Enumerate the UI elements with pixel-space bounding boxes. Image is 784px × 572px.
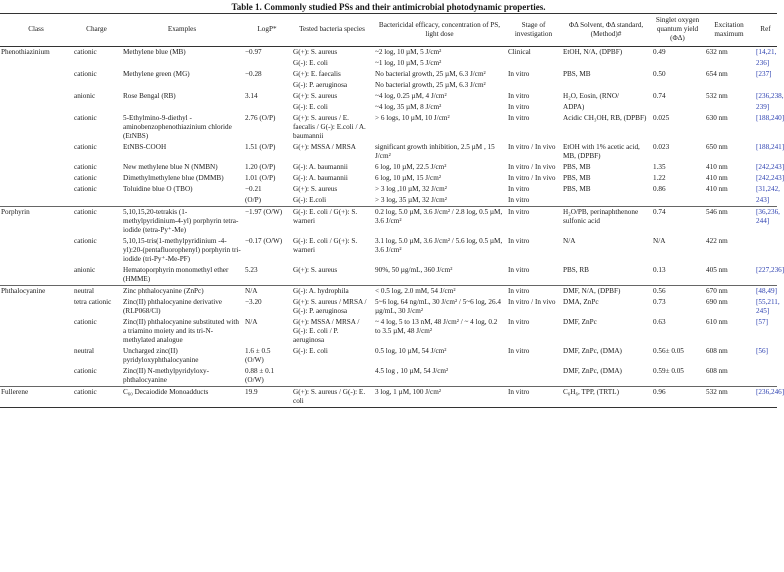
table-row (0, 47, 777, 59)
ref-cell[interactable]: [188,241] (756, 143, 784, 151)
charge-cell: cationic (74, 185, 97, 193)
logp-cell: −0.17 (O/W) (245, 237, 283, 245)
stage-cell: In vitro (506, 286, 561, 298)
charge-cell (72, 195, 121, 207)
yield-cell: 0.50 (653, 70, 666, 78)
efficacy-cell: 3 log, 1 µM, 100 J/cm² (373, 387, 506, 408)
yield-cell: 0.13 (653, 266, 666, 274)
excitation-cell: 532 nm (704, 387, 754, 408)
ref-cell[interactable]: [242,243] (756, 163, 784, 171)
solvent-cell: Acidic CH₃OH, RB, (DPBF) (563, 114, 647, 122)
efficacy-cell: 0.5 log, 10 µM, 54 J/cm² (375, 347, 447, 355)
stage-cell: In vitro (508, 318, 530, 326)
logp-cell: N/A (245, 318, 258, 326)
efficacy-cell: ~1 log, 10 µM, 5 J/cm² (375, 59, 442, 67)
stage-cell: In vitro (508, 185, 530, 193)
example-cell: Uncharged zinc(II) pyridyloxyphthalocyanine (123, 347, 199, 364)
solvent-cell: DMA, ZnPc (563, 298, 599, 306)
yield-cell: 0.63 (653, 318, 666, 326)
excitation-cell: 690 nm (706, 298, 728, 306)
charge-cell: cationic (72, 387, 121, 408)
table-caption: Table 1. Commonly studied PSs and their antimicrobial photodynamic properties. (231, 2, 546, 12)
solvent-cell: DMF, N/A, (DPBF) (561, 286, 651, 298)
efficacy-cell: significant growth inhibition, 2.5 µM , 15 J/cm² (375, 143, 495, 160)
class-cell (0, 195, 72, 207)
example-cell: 5-Ethylmino-9-diethyl -aminobenzophenothiazinium chloride (EtNBS) (123, 114, 232, 140)
table-row (0, 366, 777, 387)
bacteria-cell: G(-): E. coli / G(+): S. warneri (293, 237, 358, 254)
header-excitation: Excitation maximum (704, 14, 754, 47)
header-class: Class (0, 14, 72, 47)
logp-cell: (O/P) (245, 196, 261, 204)
class-cell (0, 265, 72, 286)
stage-cell (506, 366, 561, 387)
yield-cell: 1.35 (653, 163, 666, 171)
bacteria-cell: G(+): S. aureus (293, 92, 338, 100)
bacteria-cell: G(-): E. coli (293, 59, 328, 67)
class-cell: Phthalocyanine (0, 286, 72, 298)
table-body (0, 47, 784, 408)
logp-cell: 19.9 (243, 387, 291, 408)
table-row (0, 162, 777, 173)
efficacy-cell: 90%, 50 µg/mL, 360 J/cm² (375, 266, 453, 274)
solvent-cell: PBS, MB (563, 174, 591, 182)
logp-cell (243, 58, 291, 69)
bacteria-cell: G(-): E.coli (293, 196, 327, 204)
solvent-cell: H₂O/PB, perinaphthenone sulfonic acid (561, 207, 651, 237)
efficacy-cell: < 0.5 log, 2.0 mM, 54 J/cm² (373, 286, 506, 298)
excitation-cell: 654 nm (706, 70, 728, 78)
example-cell: Toluidine blue O (TBO) (123, 185, 193, 193)
charge-cell: anionic (74, 92, 96, 100)
table-row (0, 297, 777, 317)
logp-cell: −1.97 (O/W) (243, 207, 291, 237)
yield-cell: 0.96 (651, 387, 704, 408)
class-cell (0, 58, 72, 69)
bacteria-cell: G(+): S. aureus (293, 185, 338, 193)
solvent-cell: DMF, ZnPc (563, 318, 597, 326)
ref-cell[interactable] (754, 80, 777, 91)
example-cell: Dimethylmethylene blue (DMMB) (123, 174, 224, 182)
example-cell: New methylene blue N (NMBN) (123, 163, 218, 171)
excitation-cell: 410 nm (706, 174, 728, 182)
bacteria-cell: G(-): A. baumannii (293, 174, 348, 182)
charge-cell (72, 80, 121, 91)
class-cell (0, 173, 72, 184)
class-cell (0, 142, 72, 162)
excitation-cell: 405 nm (706, 266, 728, 274)
solvent-cell: PBS, MB (563, 163, 591, 171)
efficacy-cell: 6 log, 10 µM, 22.5 J/cm² (375, 163, 447, 171)
table-row (0, 102, 777, 113)
excitation-cell: 670 nm (704, 286, 754, 298)
example-cell (121, 58, 243, 69)
header-ref: Ref (754, 14, 777, 47)
logp-cell: 1.20 (O/P) (245, 163, 276, 171)
stage-cell: In vitro (508, 70, 530, 78)
example-cell: Zinc phthalocyanine (ZnPc) (121, 286, 243, 298)
charge-cell: cationic (74, 163, 97, 171)
logp-cell: N/A (243, 286, 291, 298)
logp-cell: 0.88 ± 0.1 (O/W) (245, 367, 275, 384)
efficacy-cell: No bacterial growth, 25 µM, 6.3 J/cm² (375, 70, 486, 78)
solvent-cell: ADPA) (563, 103, 585, 111)
table-row (0, 58, 777, 69)
charge-cell: cationic (72, 207, 121, 237)
yield-cell: 0.73 (653, 298, 666, 306)
excitation-cell: 422 nm (706, 237, 728, 245)
class-cell (0, 297, 72, 317)
example-cell: Rose Bengal (RB) (123, 92, 176, 100)
solvent-cell (561, 58, 651, 69)
logp-cell: 2.76 (O/P) (245, 114, 276, 122)
solvent-cell: PBS, RB (563, 266, 589, 274)
bacteria-cell: G(-): A. hydrophila (291, 286, 373, 298)
charge-cell (72, 58, 121, 69)
table-row (0, 236, 777, 265)
stage-cell (506, 80, 561, 91)
table-row (0, 80, 777, 91)
charge-cell: cationic (74, 114, 97, 122)
header-examples: Examples (121, 14, 243, 47)
bacteria-cell: G(-): A. baumannii (293, 163, 348, 171)
example-cell: Zinc(II) phthalocyanine derivative (RLP068/Cl) (123, 298, 222, 315)
example-cell (121, 195, 243, 207)
table-row (0, 317, 777, 346)
example-cell: Methylene blue (MB) (123, 48, 186, 56)
charge-cell: neutral (74, 347, 94, 355)
bacteria-cell: G(+): S. aureus (293, 48, 338, 56)
bacteria-cell: G(-): E. coli (293, 103, 328, 111)
efficacy-cell: 4.5 log , 10 µM, 54 J/cm² (375, 367, 449, 375)
charge-cell: cationic (74, 70, 97, 78)
charge-cell: cationic (74, 318, 97, 326)
ref-cell[interactable]: [55,211, 245] (756, 298, 780, 315)
efficacy-cell: ~2 log, 10 µM, 5 J/cm² (375, 48, 442, 56)
table-row (0, 173, 777, 184)
efficacy-cell: 6 log, 10 µM, 15 J/cm² (375, 174, 441, 182)
table-row (0, 69, 777, 80)
excitation-cell: 410 nm (706, 163, 728, 171)
logp-cell: 5.23 (245, 266, 258, 274)
class-cell (0, 102, 72, 113)
efficacy-cell: 3.1 log, 5.0 µM, 3.6 J/cm² / 5.6 log, 0.5 µM, 3.6 J/cm² (375, 237, 503, 254)
excitation-cell: 610 nm (706, 318, 728, 326)
table-row (0, 346, 777, 366)
stage-cell (506, 58, 561, 69)
yield-cell: 0.56 (651, 286, 704, 298)
yield-cell: 0.74 (651, 207, 704, 237)
example-cell: Methylene green (MG) (123, 70, 190, 78)
yield-cell: 0.59± 0.05 (653, 367, 684, 375)
excitation-cell: 650 nm (706, 143, 728, 151)
header-yield: Singlet oxygen quantum yield (ΦΔ) (651, 14, 704, 47)
bacteria-cell: G(+): S. aureus / E. faecalis / G(-): E.coli / A. baumannii (293, 114, 366, 140)
header-solvent: ΦΔ Solvent, ΦΔ standard, (Method)# (561, 14, 651, 47)
table-row (0, 142, 777, 162)
solvent-cell: PBS, MB (563, 185, 591, 193)
stage-cell: In vitro / In vivo (508, 298, 556, 306)
bacteria-cell: G(+): MSSA / MRSA / G(-): E. coli / P. aeruginosa (293, 318, 360, 344)
class-cell: Phenothiazinium (1, 48, 50, 56)
stage-cell: In vitro (508, 237, 530, 245)
class-cell: Porphyrin (0, 207, 72, 237)
logp-cell: 1.51 (O/P) (245, 143, 276, 151)
solvent-cell (561, 80, 651, 91)
charge-cell: cationic (74, 174, 97, 182)
solvent-cell: EtOH, N/A, (DPBF) (563, 48, 623, 56)
logp-cell: 1.6 ± 0.5 (O/W) (245, 347, 271, 364)
ref-cell[interactable]: [36,236, 244] (754, 207, 777, 237)
excitation-cell: 546 nm (704, 207, 754, 237)
solvent-cell: N/A (563, 237, 576, 245)
excitation-cell: 608 nm (706, 347, 728, 355)
logp-cell: −3.20 (245, 298, 262, 306)
efficacy-cell: No bacterial growth, 25 µM, 6.3 J/cm² (375, 81, 486, 89)
class-cell (0, 113, 72, 142)
bacteria-cell: G(-): E. coli / G(+): S. warneri (291, 207, 373, 237)
stage-cell: In vitro (508, 347, 530, 355)
efficacy-cell: 0.2 log, 5.0 µM, 3.6 J/cm² / 2.8 log, 0.5 µM, 3.6 J/cm² (373, 207, 506, 237)
example-cell (121, 80, 243, 91)
table-row (0, 195, 777, 207)
ref-cell[interactable]: [236,246] (754, 387, 777, 408)
excitation-cell (704, 80, 754, 91)
header-efficacy: Bactericidal efficacy, concentration of PS, light dose (373, 14, 506, 47)
table-row (0, 265, 777, 286)
table-row (0, 91, 777, 102)
header-row (0, 14, 777, 47)
yield-cell: 0.023 (653, 143, 670, 151)
efficacy-cell: 5~6 log, 64 ng/mL, 30 J/cm² / 5~6 log, 26.4 µg/mL, 30 J/cm² (375, 298, 501, 315)
stage-cell: In vitro (508, 103, 530, 111)
yield-cell: 0.86 (653, 185, 666, 193)
class-cell (0, 366, 72, 387)
table-row (0, 184, 777, 195)
yield-cell: 1.22 (653, 174, 666, 182)
class-cell: Fullerene (0, 387, 72, 408)
bacteria-cell: G(-): E. coli (293, 347, 328, 355)
yield-cell (651, 58, 704, 69)
header-logp: LogP* (243, 14, 291, 47)
bacteria-cell: G(+): E. faecalis (293, 70, 341, 78)
charge-cell: cationic (74, 367, 97, 375)
class-cell (0, 91, 72, 102)
stage-cell: In vitro (508, 266, 530, 274)
example-cell: Zinc(II) N-methylpyridyloxy-phthalocyanine (123, 367, 210, 384)
excitation-cell: 608 nm (706, 367, 728, 375)
excitation-cell: 532 nm (706, 92, 728, 100)
efficacy-cell: ~ 4 log, 5 to 13 nM, 48 J/cm² / ~ 4 log, 0.2 to 3.5 µM, 48 J/cm² (375, 318, 498, 335)
yield-cell: 0.49 (653, 48, 666, 56)
excitation-cell: 632 nm (706, 48, 728, 56)
logp-cell: −0.21 (245, 185, 262, 193)
table-row (0, 286, 777, 298)
stage-cell: Clinical (508, 48, 531, 56)
class-cell (0, 184, 72, 195)
table-row (0, 113, 777, 142)
excitation-cell (704, 58, 754, 69)
logp-cell: −0.97 (245, 48, 262, 56)
ref-cell[interactable]: [57] (756, 318, 768, 326)
example-cell (121, 102, 243, 113)
class-cell (0, 236, 72, 265)
header-bacteria: Tested bacteria species (291, 14, 373, 47)
ref-cell[interactable]: [236,238, (756, 92, 784, 100)
stage-cell: In vitro / In vivo (508, 163, 556, 171)
logp-cell (243, 102, 291, 113)
bacteria-cell (291, 366, 373, 387)
ref-cell[interactable]: [227,236] (756, 266, 784, 274)
stage-cell: In vitro / In vivo (508, 174, 556, 182)
yield-cell: N/A (653, 237, 666, 245)
solvent-cell (561, 195, 651, 207)
yield-cell: 0.56± 0.05 (653, 347, 684, 355)
bacteria-cell: G(+): MSSA / MRSA (293, 143, 356, 151)
example-cell: Zinc(II) phthalocyanine substituted with a triamino moiety and its tri-N-methylated analogue (123, 318, 239, 344)
logp-cell: 3.14 (245, 92, 258, 100)
solvent-cell: DMF, ZnPc, (DMA) (563, 367, 622, 375)
class-cell (0, 80, 72, 91)
bacteria-cell: G(+): S. aureus / MRSA / G(-): P. aeruginosa (293, 298, 367, 315)
header-stage: Stage of investigation (506, 14, 561, 47)
ref-cell[interactable]: [242,243] (756, 174, 784, 182)
example-cell: 5,10,15,20-tetrakis (1-methylpyridinium-4-yl) porphyrin tetra-iodide (tetra-Py⁺-Me) (121, 207, 243, 237)
ps-table (0, 13, 784, 408)
bacteria-cell: G(+): S. aureus (293, 266, 338, 274)
efficacy-cell: > 6 logs, 10 µM, 10 J/cm² (375, 114, 450, 122)
excitation-cell (704, 102, 754, 113)
stage-cell: In vitro (508, 114, 530, 122)
solvent-cell: H₂O, Eosin, (RNO/ (563, 92, 620, 100)
ref-cell[interactable] (754, 366, 777, 387)
ref-cell[interactable]: 239] (756, 103, 770, 111)
stage-cell: In vitro / In vivo (508, 143, 556, 151)
ref-cell[interactable]: 236] (756, 59, 770, 67)
logp-cell: −0.28 (245, 70, 262, 78)
excitation-cell: 630 nm (706, 114, 728, 122)
table-row (0, 387, 777, 408)
example-cell: Hematoporphyrin monomethyl ether (HMME) (123, 266, 229, 283)
class-cell (0, 69, 72, 80)
yield-cell (651, 102, 704, 113)
solvent-cell: EtOH with 1% acetic acid, MB, (DPBF) (563, 143, 640, 160)
excitation-cell: 410 nm (706, 185, 728, 193)
logp-cell: 1.01 (O/P) (245, 174, 276, 182)
ref-cell[interactable] (754, 236, 777, 265)
bacteria-cell: G(+): S. aureus / G(-): E. coli (291, 387, 373, 408)
logp-cell (243, 80, 291, 91)
example-cell: EtNBS-COOH (123, 143, 167, 151)
class-cell (0, 346, 72, 366)
efficacy-cell: > 3 log, 35 µM, 32 J/cm² (375, 196, 447, 204)
ref-cell[interactable]: [14,21, (756, 48, 777, 56)
yield-cell (651, 80, 704, 91)
stage-cell: In vitro (506, 387, 561, 408)
charge-cell: cationic (74, 48, 97, 56)
example-cell: 5,10,15-tris(1-methylpyridinium -4-yl):20-(pentafluorophenyl) porphyrin tri-iodide (tri-Py⁺-Me-PF) (123, 237, 241, 263)
charge-cell (72, 102, 121, 113)
solvent-cell: C₆H₆, TPP, (TRTL) (561, 387, 651, 408)
ref-cell[interactable]: [188,240] (756, 114, 784, 122)
class-cell (0, 162, 72, 173)
efficacy-cell: ~4 log, 0.25 µM, 4 J/cm² (375, 92, 447, 100)
charge-cell: neutral (72, 286, 121, 298)
solvent-cell: PBS, MB (563, 70, 591, 78)
excitation-cell (704, 195, 754, 207)
stage-cell: In vitro (508, 92, 530, 100)
ref-cell[interactable]: [56] (756, 347, 768, 355)
stage-cell: In vitro (506, 207, 561, 237)
yield-cell: 0.74 (653, 92, 666, 100)
class-cell (0, 317, 72, 346)
solvent-cell: DMF, ZnPc, (DMA) (563, 347, 622, 355)
stage-cell: In vitro (508, 196, 530, 204)
ref-cell[interactable]: [237] (756, 70, 772, 78)
bacteria-cell: G(-): P. aeruginosa (293, 81, 348, 89)
example-cell: C₆₀ Decaiodide Monoadducts (121, 387, 243, 408)
charge-cell: anionic (74, 266, 96, 274)
ref-cell[interactable]: [31,242, (756, 185, 780, 193)
charge-cell: cationic (74, 237, 97, 245)
yield-cell: 0.025 (653, 114, 670, 122)
charge-cell: tetra cationic (74, 298, 112, 306)
yield-cell (651, 195, 704, 207)
efficacy-cell: ~4 log, 35 µM, 8 J/cm² (375, 103, 442, 111)
table-row (0, 207, 777, 237)
ref-cell[interactable]: 243] (756, 196, 770, 204)
header-charge: Charge (72, 14, 121, 47)
ref-cell[interactable]: [48,49] (756, 287, 777, 295)
efficacy-cell: > 3 log ,10 µM, 32 J/cm² (375, 185, 447, 193)
charge-cell: cationic (74, 143, 97, 151)
